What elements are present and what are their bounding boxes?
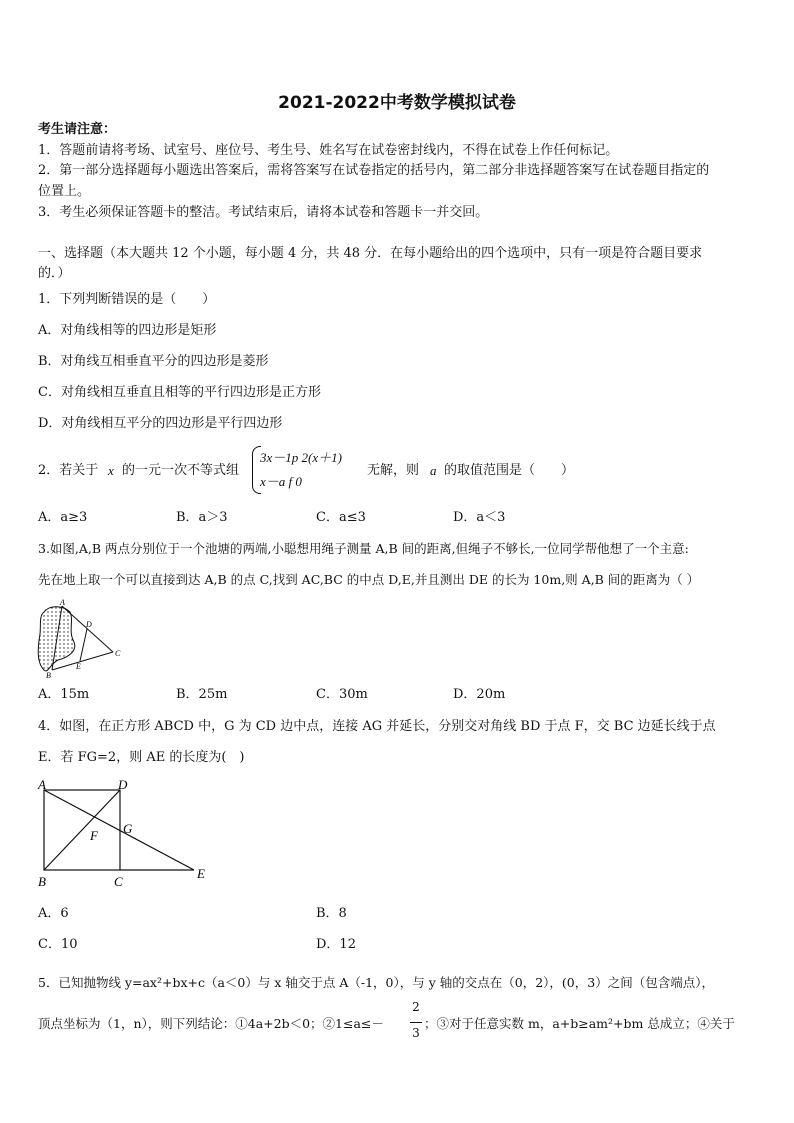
q1-option-c: C．对角线相互垂直且相等的平行四边形是正方形 [38,385,321,400]
q4-label-a: A [38,778,46,792]
q2-stem-pre: 2．若关于 [38,463,99,478]
q5-fraction-denominator: 3 [412,1026,420,1040]
q2-option-a: A．a≥3 [38,510,88,525]
q4-label-f: F [90,828,98,843]
q2-inequality-2: x－a f 0 [260,474,302,489]
q4-segment-ae [44,790,194,870]
q4-option-b: B．8 [316,906,347,921]
q3-segment-de [80,629,87,661]
q3-option-c: C．30m [316,687,368,702]
q3-label-a: A [60,598,65,607]
q1-option-b: B．对角线互相垂直平分的四边形是菱形 [38,354,269,369]
q2-inequality-1: 3x－1p 2(x＋1) [260,450,342,465]
q5-stem-line2-post: ；③对于任意实数 m，a+b≥am²+bm 总成立；④关于 [424,1016,735,1031]
q1-stem: 1．下列判断错误的是（ ） [38,292,216,307]
q3-label-b: B [46,671,51,680]
q4-square-figure [34,778,214,890]
notice-item-2: 2．第一部分选择题每小题选出答案后，需将答案写在试卷指定的括号内，第二部分非选择题答案写在试卷题目指定的 [38,163,710,178]
page-title: 2021-2022中考数学模拟试卷 [278,93,516,113]
q4-label-e: E [197,866,205,881]
q2-stem-mid: 的一元一次不等式组 [122,463,240,478]
section1-heading-cont: 的．） [38,266,71,281]
q2-var-x: x [108,463,114,478]
q1-option-d: D．对角线相互平分的四边形是平行四边形 [38,416,283,431]
q4-option-c: C．10 [38,937,78,952]
q3-stem-line2: 先在地上取一个可以直接到达 A,B 的点 C,找到 AC,BC 的中点 D,E,并且测出 DE 的长为 10m,则 A,B 间的距离为（ ） [38,572,700,587]
q2-stem-post: 无解，则 [367,463,420,478]
q3-option-d: D．20m [453,687,506,702]
q2-option-b: B．a＞3 [176,510,228,525]
q5-stem-line1: 5．已知抛物线 y=ax²+bx+c（a＜0）与 x 轴交于点 A（-1，0），与 y 轴的交点在（0，2），(0，3）之间（包含端点）， [38,975,714,990]
q5-stem-line2-pre: 顶点坐标为（1，n），则下列结论：①4a+2b＜0；②1≤a≤－ [38,1016,384,1031]
q3-label-c: C [115,649,121,658]
q3-option-b: B．25m [176,687,228,702]
notice-item-1: 1．答题前请将考场、试室号、座位号、考生号、姓名写在试卷密封线内，不得在试卷上作任何标记。 [38,143,619,158]
q4-label-g: G [123,821,133,836]
q2-option-c: C．a≤3 [316,510,366,525]
q5-fraction-bar [410,1022,422,1023]
q4-option-a: A．6 [38,906,69,921]
q4-diagonal-bd [44,790,120,870]
q3-pond-figure [30,598,130,680]
q5-fraction-numerator: 2 [412,1000,420,1014]
q4-stem-line2: E．若 FG=2，则 AE 的长度为( ) [38,750,245,765]
notice-heading: 考生请注意： [38,122,117,137]
q2-option-d: D．a＜3 [453,510,506,525]
notice-item-2-cont: 位置上。 [38,184,91,199]
q4-label-d: D [118,778,128,792]
q4-label-b: B [38,874,46,889]
section1-heading: 一、选择题（本大题共 12 个小题，每小题 4 分，共 48 分．在每小题给出的四个选项中，只有一项是符合题目要求 [38,246,703,261]
q2-var-a: a [430,463,437,478]
q1-option-a: A．对角线相等的四边形是矩形 [38,323,217,338]
q2-stem-end: 的取值范围是（ ） [444,463,575,478]
q4-stem-line1: 4．如图，在正方形 ABCD 中，G 为 CD 边中点，连接 AG 并延长，分别交对角线 BD 于点 F，交 BC 边延长线于点 [38,719,716,734]
q4-label-c: C [114,874,123,889]
notice-item-3: 3．考生必须保证答题卡的整洁。考试结束后，请将本试卷和答题卡一并交回。 [38,205,489,220]
q3-option-a: A．15m [38,687,90,702]
q3-label-e: E [76,662,81,671]
q4-option-d: D．12 [316,937,356,952]
q3-label-d: D [86,620,92,629]
q3-stem-line1: 3.如图,A,B 两点分别位于一个池塘的两端,小聪想用绳子测量 A,B 间的距离,但绳子不够长,一位同学帮他想了一个主意: [38,541,689,556]
